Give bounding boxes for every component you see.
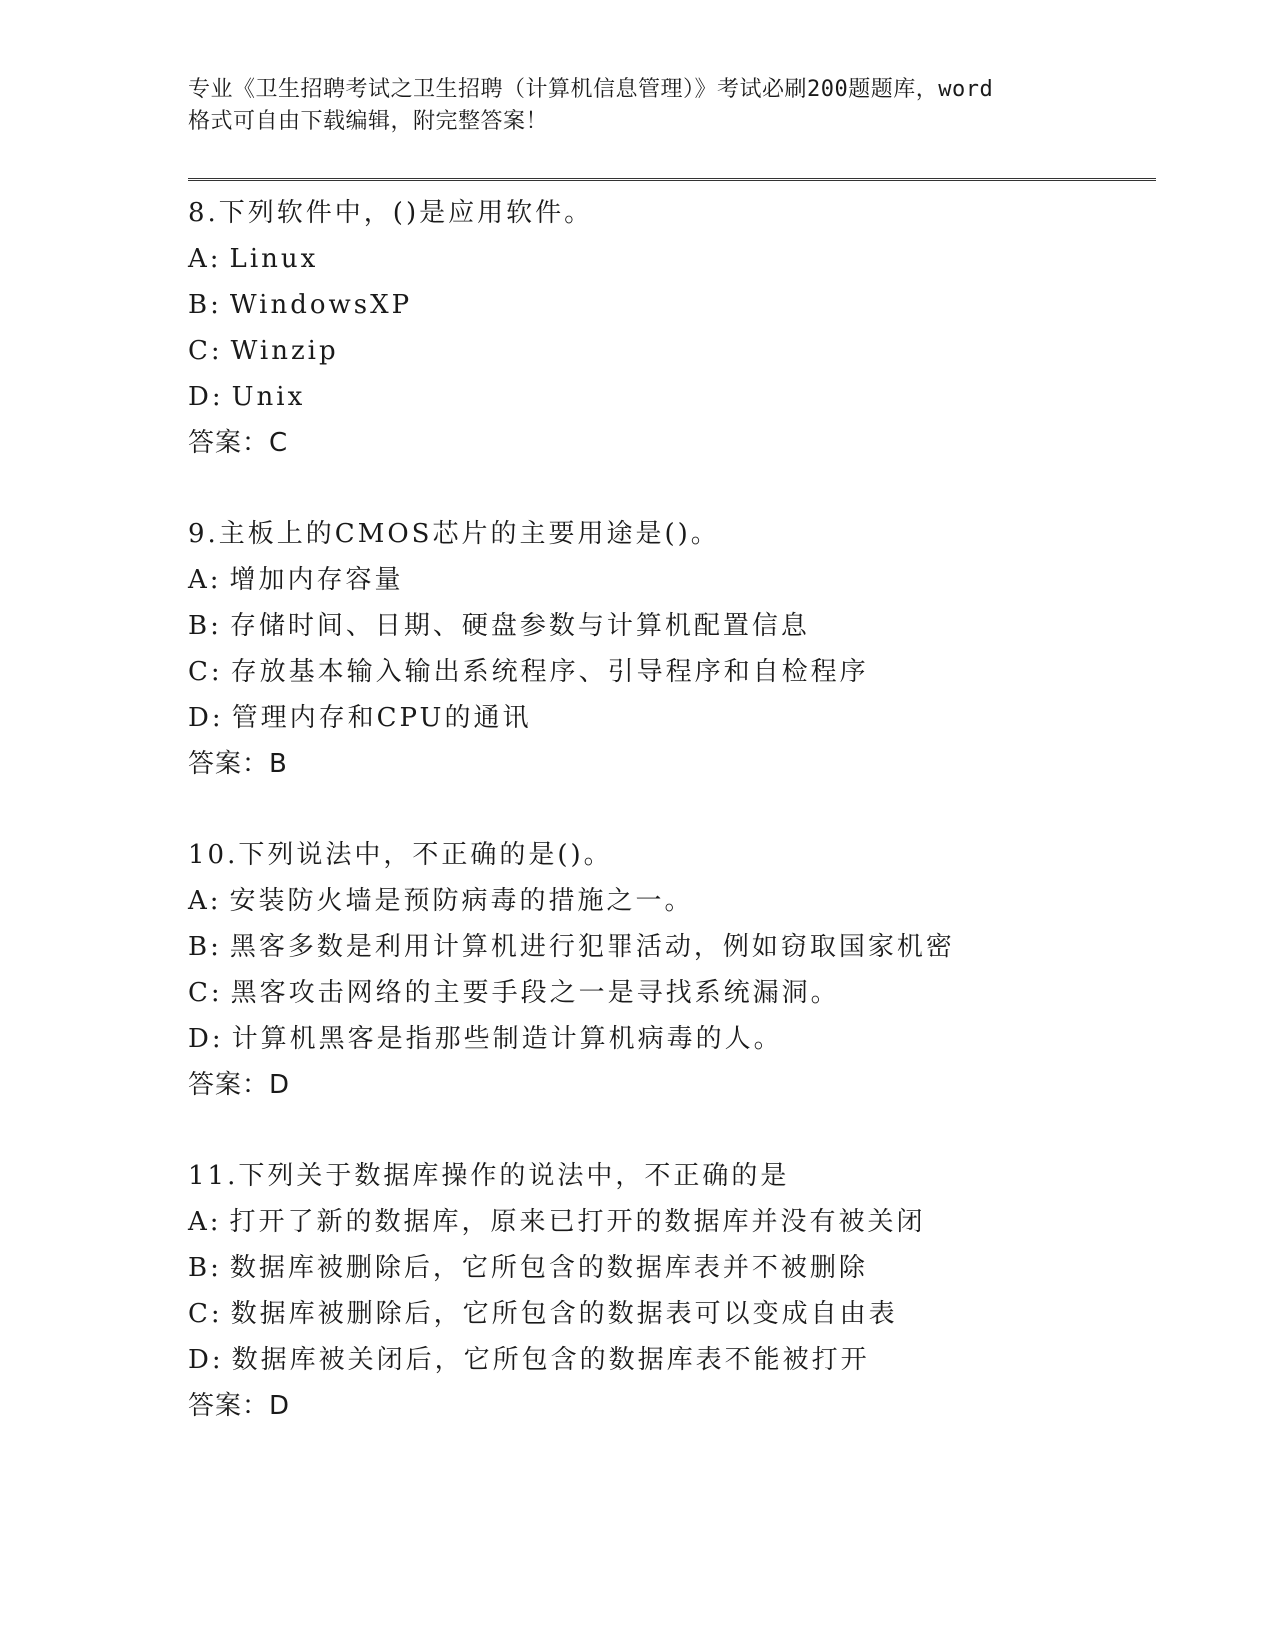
option-text: 黑客多数是利用计算机进行犯罪活动，例如窃取国家机密 [229, 932, 955, 962]
option-b [188, 282, 1158, 328]
option-letter: D: [188, 703, 224, 733]
option-c [188, 328, 1158, 374]
option-letter: C: [188, 657, 223, 687]
option-letter: A: [188, 886, 222, 916]
answer-label: 答案：C [188, 428, 289, 458]
option-b [188, 603, 1158, 649]
option-text: 数据库被删除后，它所包含的数据表可以变成自由表 [230, 1299, 898, 1329]
answer-label: 答案：D [188, 1391, 291, 1421]
option-a [188, 1199, 1158, 1245]
option-letter: A: [188, 1207, 222, 1237]
question-8 [188, 190, 1158, 466]
option-d [188, 374, 1158, 420]
option-letter: B: [188, 932, 222, 962]
option-a [188, 557, 1158, 603]
question-11 [188, 1153, 1158, 1429]
option-d [188, 1337, 1158, 1383]
option-text: 安装防火墙是预防病毒的措施之一。 [229, 886, 694, 916]
option-c [188, 1291, 1158, 1337]
option-text: 管理内存和CPU的通讯 [231, 703, 532, 733]
option-text: WindowsXP [229, 290, 413, 320]
option-text: 计算机黑客是指那些制造计算机病毒的人。 [231, 1024, 783, 1054]
question-stem: 10.下列说法中，不正确的是()。 [188, 840, 613, 870]
option-text: 存储时间、日期、硬盘参数与计算机配置信息 [229, 611, 810, 641]
option-b [188, 924, 1158, 970]
option-text: 黑客攻击网络的主要手段之一是寻找系统漏洞。 [230, 978, 840, 1008]
option-c [188, 649, 1158, 695]
option-letter: B: [188, 1253, 222, 1283]
option-letter: D: [188, 1345, 224, 1375]
option-letter: D: [188, 382, 224, 412]
option-text: 存放基本输入输出系统程序、引导程序和自检程序 [230, 657, 869, 687]
header-line-2: 格式可自由下载编辑，附完整答案！ [188, 109, 549, 134]
option-letter: A: [188, 244, 222, 274]
option-letter: B: [188, 611, 222, 641]
question-stem: 11.下列关于数据库操作的说法中，不正确的是 [188, 1161, 790, 1191]
option-text: Winzip [230, 336, 339, 366]
option-d [188, 695, 1158, 741]
answer-label: 答案：D [188, 1070, 291, 1100]
option-letter: D: [188, 1024, 224, 1054]
answer-label: 答案：B [188, 749, 288, 779]
question-9 [188, 511, 1158, 787]
header-line-1: 专业《卫生招聘考试之卫生招聘（计算机信息管理）》考试必刷200题题库，word [188, 77, 994, 102]
option-text: 增加内存容量 [229, 565, 404, 595]
option-letter: C: [188, 1299, 223, 1329]
option-d [188, 1016, 1158, 1062]
question-10 [188, 832, 1158, 1108]
option-b [188, 1245, 1158, 1291]
option-a [188, 878, 1158, 924]
header-divider [188, 178, 1156, 181]
question-stem: 8.下列软件中，()是应用软件。 [188, 198, 594, 228]
option-letter: B: [188, 290, 222, 320]
option-letter: C: [188, 978, 223, 1008]
option-text: Linux [229, 244, 319, 274]
document-header [188, 74, 1108, 138]
option-text: 打开了新的数据库，原来已打开的数据库并没有被关闭 [229, 1207, 926, 1237]
option-text: 数据库被删除后，它所包含的数据库表并不被删除 [229, 1253, 868, 1283]
option-text: 数据库被关闭后，它所包含的数据库表不能被打开 [231, 1345, 870, 1375]
question-list [188, 190, 1158, 1474]
option-c [188, 970, 1158, 1016]
option-text: Unix [231, 382, 306, 412]
question-stem: 9.主板上的CMOS芯片的主要用途是()。 [188, 519, 720, 549]
option-letter: C: [188, 336, 223, 366]
option-a [188, 236, 1158, 282]
option-letter: A: [188, 565, 222, 595]
